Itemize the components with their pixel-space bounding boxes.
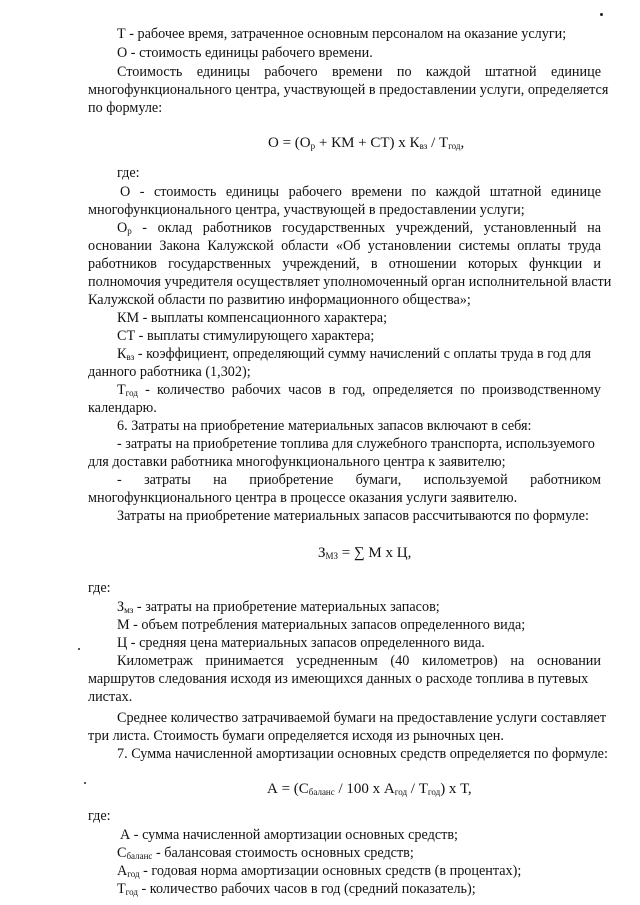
- def-c-line: Ц - средняя цена материальных запасов определенного вида.: [117, 635, 485, 651]
- paragraph-line: Стоимость единицы рабочего времени по каждой штатной единице: [117, 64, 601, 80]
- def-tgod-line: календарю.: [88, 400, 157, 416]
- paragraph-line: - затраты на приобретение бумаги, используемой работником: [117, 472, 601, 488]
- def-kvz-line: $К_{вз}$ - коэффициент, определяющий сумму начислений с оплаты труда в год для: [117, 346, 592, 362]
- paragraph-line: - затраты на приобретение топлива для служебного транспорта, используемого: [117, 436, 595, 452]
- where-label: где:: [117, 165, 140, 181]
- where-label: где:: [88, 580, 111, 596]
- def-kvz-line: данного работника (1,302);: [88, 364, 251, 380]
- def-m-line: М - объем потребления материальных запасов определенного вида;: [117, 617, 526, 633]
- scan-speck: [600, 13, 603, 16]
- def-a-line: А - сумма начисленной амортизации основных средств;: [120, 827, 458, 843]
- def-st-line: СТ - выплаты стимулирующего характера;: [117, 328, 375, 344]
- paragraph-line: три листа. Стоимость бумаги определяется исходя из рыночных цен.: [88, 728, 504, 744]
- scan-speck: [84, 782, 86, 784]
- paragraph-line: по формуле:: [88, 100, 163, 116]
- def-or-line: основании Закона Калужской области «Об установлении системы оплаты труда: [88, 238, 601, 254]
- formula-unit-cost: $О = (О_р$ + КМ + СТ) х $К_{вз} / Т_{год}$,: [268, 135, 465, 151]
- def-cbalance-line: $С_{баланс}$ - балансовая стоимость основных средств;: [117, 845, 414, 861]
- def-agod-line: $А_{год}$ - годовая норма амортизации основных средств (в процентах);: [117, 863, 522, 879]
- section-6-heading: 6. Затраты на приобретение материальных запасов включают в себя:: [117, 418, 532, 434]
- def-or-line: Калужской области по развитию информационного общества»;: [88, 292, 471, 308]
- paragraph-line: многофункционального центра, участвующей в предоставлении услуги, определяется: [88, 82, 609, 98]
- formula-depreciation: $А = (С_{баланс} / 100$ х $А_{год} / Т_{год}$) х Т,: [267, 781, 472, 797]
- paragraph-line: Среднее количество затрачиваемой бумаги на предоставление услуги составляет: [117, 710, 607, 726]
- def-or-line: работников государственных учреждений, в отношении которых функции и: [88, 256, 601, 272]
- def-o-line: многофункционального центра, участвующей в предоставлении услуги;: [88, 202, 525, 218]
- where-label: где:: [88, 808, 111, 824]
- def-o-line: О - стоимость единицы рабочего времени.: [117, 45, 373, 61]
- paragraph-line: для доставки работника многофункционального центра к заявителю;: [88, 454, 506, 470]
- def-t-line: Т - рабочее время, затраченное основным персоналом на оказание услуги;: [117, 26, 567, 42]
- def-zmz-line: $З_{мз}$ - затраты на приобретение материальных запасов;: [117, 599, 440, 615]
- def-tgod-line: $Т_{год}$ - количество рабочих часов в год (средний показатель);: [117, 881, 476, 897]
- section-7-heading: 7. Сумма начисленной амортизации основных средств определяется по формуле:: [117, 746, 608, 762]
- def-or-line: $О_р$ - оклад работников государственных учреждений, установленный на: [117, 220, 601, 236]
- scan-speck: [78, 648, 80, 650]
- def-tgod-line: $Т_{год}$ - количество рабочих часов в год, определяется по производственному: [117, 382, 601, 398]
- def-km-line: КМ - выплаты компенсационного характера;: [117, 310, 388, 326]
- formula-material-costs: $З_{МЗ}$ = ∑ М х Ц,: [318, 545, 412, 561]
- paragraph-line: маршрутов следования исходя из имеющихся данных о расходе топлива в путевых: [88, 671, 589, 687]
- paragraph-line: многофункционального центра в процессе оказания услуги заявителю.: [88, 490, 518, 506]
- paragraph-line: листах.: [88, 689, 133, 705]
- paragraph-line: Затраты на приобретение материальных запасов рассчитываются по формуле:: [117, 508, 589, 524]
- def-or-line: полномочия учредителя осуществляет уполномоченный орган исполнительной власти: [88, 274, 612, 290]
- paragraph-line: Километраж принимается усредненным (40 километров) на основании: [117, 653, 601, 669]
- def-o-line: О - стоимость единицы рабочего времени по каждой штатной единице: [120, 184, 601, 200]
